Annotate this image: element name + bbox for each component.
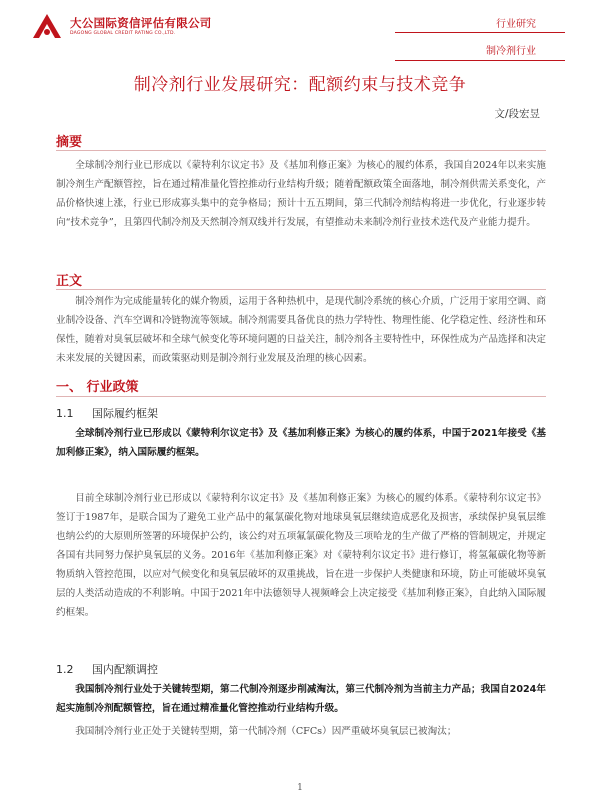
subsection-lead-1-2: 我国制冷剂行业处于关键转型期，第二代制冷剂逐步削减淘汰，第三代制冷剂为当前主力产品；我国自2024年起实施制冷剂配额管控，旨在通过精准量化管控推动行业结构升级。	[56, 684, 546, 714]
document-title: 制冷剂行业发展研究：配额约束与技术竞争	[133, 75, 467, 95]
header-divider	[395, 60, 565, 61]
body-rule	[56, 289, 546, 290]
subsection-heading-1-2	[56, 661, 158, 677]
header-divider	[395, 32, 565, 33]
subsection-number: 1.1	[56, 407, 74, 420]
section-rule	[56, 396, 546, 397]
subsection-heading-1-1	[56, 405, 158, 421]
subsection-title: 国际履约框架	[92, 407, 158, 420]
company-logo	[30, 11, 212, 41]
author-line: 文/段宏昱	[494, 108, 540, 120]
subsection-title: 国内配额调控	[92, 663, 158, 676]
body-heading: 正文	[56, 274, 83, 289]
subsection-number: 1.2	[56, 663, 74, 676]
dagong-logo-icon	[30, 11, 64, 41]
category-tag: 行业研究	[496, 19, 536, 30]
subsection-lead-1-1: 全球制冷剂行业已形成以《蒙特利尔议定书》及《基加利修正案》为核心的履约体系，中国于2021年接受《基加利修正案》，纳入国际履约框架。	[56, 428, 546, 458]
abstract-heading: 摘要	[56, 135, 83, 150]
logo-company-name-en: DAGONG GLOBAL CREDIT RATING CO.,LTD.	[70, 30, 176, 36]
page-number: 1	[297, 783, 303, 793]
subsection-text-1-1: 目前全球制冷剂行业已形成以《蒙特利尔议定书》及《基加利修正案》为核心的履约体系。《蒙特利尔议定书》签订于1987年，是联合国为了避免工业产品中的氟氯碳化物对地球臭氧层继续造成恶化及损害，承续保护臭氧层维也纳公约的大原则所签署的环境保护公约，该公约对五项氟氯碳化物及三项哈龙的生产做了严格的管制规定，并规定各国有共同努力保护臭氧层的义务。2016年《基加利修正案》对《蒙特利尔议定书》进行修订，将氢氟碳化物等新物质纳入管控范围，以应对气候变化和臭氧层破坏的双重挑战，旨在进一步保护人类健康和环境，防止可能破坏臭氧层的人类活动造成的不利影响。中国于2021年中法德领导人视频峰会上决定接受《基加利修正案》，自此纳入国际履约框架。	[56, 493, 546, 618]
section-heading-policy: 一、 行业政策	[56, 380, 139, 395]
body-intro-text: 制冷剂作为完成能量转化的媒介物质，运用于各种热机中，是现代制冷系统的核心介质，广泛用于家用空调、商业制冷设备、汽车空调和冷链物流等领域。制冷剂需要具备优良的热力学特性、物理性能、化学稳定性、经济性和环保性，随着对臭氧层破坏和全球气候变化等环境问题的日益关注，制冷剂各主要特性中，环保性成为产品选择和决定未来发展的关键因素，而政策驱动则是制冷剂行业发展及治理的核心因素。	[56, 296, 546, 364]
subsection-text-1-2: 我国制冷剂行业正处于关键转型期，第一代制冷剂（CFCs）因严重破坏臭氧层已被淘汰；	[75, 726, 457, 737]
industry-tag: 制冷剂行业	[486, 46, 536, 57]
abstract-text: 全球制冷剂行业已形成以《蒙特利尔议定书》及《基加利修正案》为核心的履约体系，我国自2024年以来实施制冷剂生产配额管控，旨在通过精准量化管控推动行业结构升级；随着配额政策全面落地，制冷剂供需关系变化，产品价格快速上涨，行业已形成寡头集中的竞争格局；预计十五五期间，第三代制冷剂结构将进一步优化，行业逐步转向“技术竞争”，且第四代制冷剂及天然制冷剂双线并行发展，有望推动未来制冷剂行业技术迭代及产业能力提升。	[56, 160, 546, 228]
page-header	[0, 0, 600, 62]
logo-company-name-cn: 大公国际资信评估有限公司	[70, 15, 212, 30]
abstract-rule	[56, 150, 546, 151]
